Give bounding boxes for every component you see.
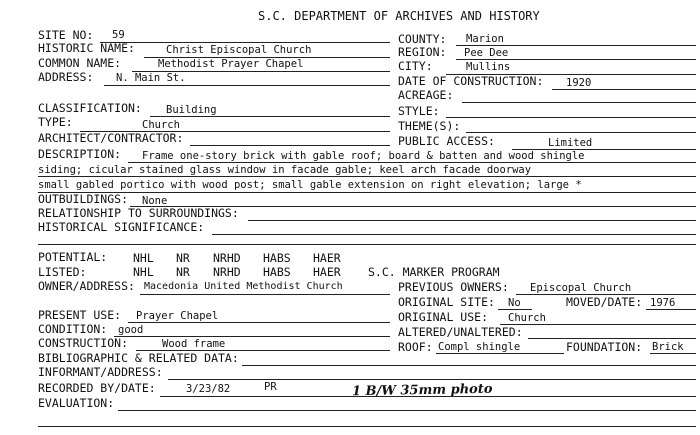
condition-value: good <box>118 324 144 336</box>
historic-name-label: HISTORIC NAME: <box>38 41 135 55</box>
address-value: N. Main St. <box>116 72 186 84</box>
potential-nhl: NHL <box>133 251 154 265</box>
original-use-label: ORIGINAL USE: <box>398 310 489 324</box>
listed-nrhd: NRHD <box>213 265 241 279</box>
county-line <box>456 45 696 46</box>
roof-value: Compl shingle <box>438 341 521 353</box>
moved-date-line <box>646 309 696 310</box>
foundation-label: FOUNDATION: <box>566 340 643 354</box>
recorded-initials-value: PR <box>264 381 277 393</box>
classification-line <box>150 116 390 117</box>
owner-address-line <box>140 294 390 295</box>
region-line <box>456 59 696 60</box>
moved-date-label: MOVED/DATE: <box>566 295 643 309</box>
description-rule-2 <box>38 176 696 177</box>
date-of-construction-line <box>552 89 696 90</box>
present-use-value: Prayer Chapel <box>136 310 219 322</box>
historical-significance-line <box>212 234 696 235</box>
sc-marker-program: S.C. MARKER PROGRAM <box>368 265 500 279</box>
classification-label: CLASSIFICATION: <box>38 101 142 115</box>
potential-habs: HABS <box>263 251 291 265</box>
style-line <box>446 117 696 118</box>
listed-label: LISTED: <box>38 265 87 279</box>
condition-label: CONDITION: <box>38 322 108 336</box>
style-label: STYLE: <box>398 104 440 118</box>
listed-nhl: NHL <box>133 265 154 279</box>
description-line-2: siding; cicular stained glass window in facade gable; keel arch facade doorway <box>38 164 532 176</box>
roof-line <box>436 353 564 354</box>
previous-owners-value: Episcopal Church <box>530 282 632 294</box>
original-site-value: No <box>508 297 521 309</box>
foundation-line <box>650 353 696 354</box>
outbuildings-label: OUTBUILDINGS: <box>38 192 129 206</box>
description-line-1: Frame one-story brick with gable roof; board & batten and wood shingle <box>142 150 585 162</box>
theme-line <box>466 132 696 133</box>
previous-owners-label: PREVIOUS OWNERS: <box>398 280 509 294</box>
potential-nrhd: NRHD <box>213 251 241 265</box>
owner-address-value: Macedonia United Methodist Church <box>144 281 343 292</box>
original-use-value: Church <box>508 312 546 324</box>
handwritten-note: 1 B/W 35mm photo <box>351 381 493 400</box>
type-label: TYPE: <box>38 115 73 129</box>
bibliographic-line <box>242 365 696 366</box>
common-name-label: COMMON NAME: <box>38 56 122 70</box>
evaluation-label: EVALUATION: <box>38 396 115 410</box>
recorded-by-line <box>160 396 696 397</box>
evaluation-line <box>118 410 696 411</box>
public-access-value: Limited <box>548 137 593 149</box>
type-value: Church <box>142 119 180 131</box>
public-access-label: PUBLIC ACCESS: <box>398 134 495 148</box>
present-use-line <box>128 322 390 323</box>
listed-nr: NR <box>176 265 190 279</box>
construction-label: CONSTRUCTION: <box>38 336 129 350</box>
address-line <box>104 85 390 86</box>
condition-line <box>114 336 390 337</box>
page-header: S.C. DEPARTMENT OF ARCHIVES AND HISTORY <box>258 9 540 23</box>
owner-address-label: OWNER/ADDRESS: <box>38 279 135 293</box>
foundation-value: Brick <box>652 341 684 353</box>
original-site-label: ORIGINAL SITE: <box>398 295 495 309</box>
historical-significance-label: HISTORICAL SIGNIFICANCE: <box>38 220 205 234</box>
relationship-line <box>248 220 696 221</box>
region-label: REGION: <box>398 45 447 59</box>
blank-line-2 <box>38 426 696 427</box>
architect-line <box>190 145 390 146</box>
recorded-by-label: RECORDED BY/DATE: <box>38 381 156 395</box>
acreage-line <box>462 102 696 103</box>
site-no-value: 59 <box>112 29 125 41</box>
address-label: ADDRESS: <box>38 70 94 84</box>
common-name-value: Methodist Prayer Chapel <box>158 58 304 70</box>
informant-line <box>168 379 696 380</box>
altered-label: ALTERED/UNALTERED: <box>398 325 523 339</box>
original-use-line <box>500 324 696 325</box>
potential-label: POTENTIAL: <box>38 250 108 264</box>
city-label: CITY: <box>398 59 433 73</box>
city-value: Mullins <box>466 61 511 73</box>
outbuildings-value: None <box>142 195 168 207</box>
description-rule-3 <box>38 192 696 193</box>
site-no-label: SITE NO: <box>38 28 94 42</box>
region-value: Pee Dee <box>464 47 509 59</box>
altered-line <box>528 338 696 339</box>
listed-habs: HABS <box>263 265 291 279</box>
blank-line-1 <box>38 244 696 245</box>
potential-nr: NR <box>176 251 190 265</box>
moved-date-value: 1976 <box>650 297 676 309</box>
county-label: COUNTY: <box>398 32 447 46</box>
relationship-label: RELATIONSHIP TO SURROUNDINGS: <box>38 206 239 220</box>
site-no-line <box>100 42 390 43</box>
acreage-label: ACREAGE: <box>398 88 454 102</box>
date-of-construction-value: 1920 <box>566 77 592 89</box>
informant-label: INFORMANT/ADDRESS: <box>38 365 163 379</box>
date-of-construction-label: DATE OF CONSTRUCTION: <box>398 74 544 88</box>
listed-haer: HAER <box>313 265 341 279</box>
construction-value: Wood frame <box>162 338 226 350</box>
description-label: DESCRIPTION: <box>38 147 122 161</box>
original-site-line <box>498 309 532 310</box>
present-use-label: PRESENT USE: <box>38 308 122 322</box>
recorded-date-value: 3/23/82 <box>186 383 231 395</box>
county-value: Marion <box>466 33 504 45</box>
bibliographic-label: BIBLIOGRAPHIC & RELATED DATA: <box>38 351 239 365</box>
description-line-3: small gabled portico with wood post; small gable extension on right elevation; large * <box>38 179 582 191</box>
theme-label: THEME(S): <box>398 119 461 133</box>
description-rule-1 <box>128 162 696 163</box>
classification-value: Building <box>166 104 217 116</box>
roof-label: ROOF: <box>398 340 433 354</box>
architect-label: ARCHITECT/CONTRACTOR: <box>38 131 184 145</box>
historic-name-value: Christ Episcopal Church <box>166 44 312 56</box>
potential-haer: HAER <box>313 251 341 265</box>
